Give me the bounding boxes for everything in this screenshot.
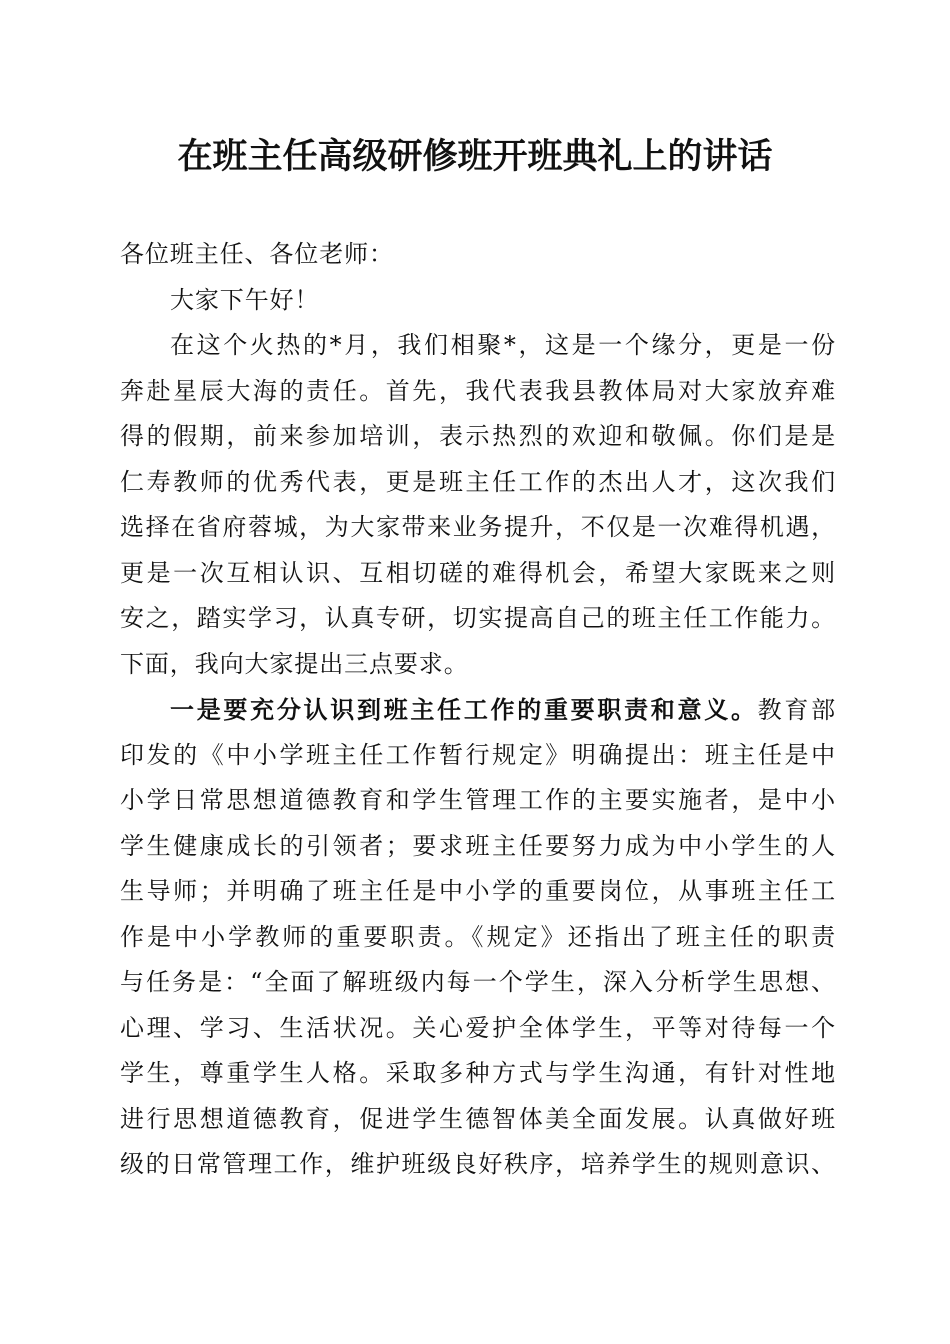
paragraph-line: 学生，尊重学生人格。采取多种方式与学生沟通，有针对性地 [120, 1059, 836, 1087]
paragraph-2 [120, 687, 836, 1188]
paragraph-line: 进行思想道德教育，促进学生德智体美全面发展。认真做好班 [120, 1104, 836, 1133]
paragraph-line: 心理、学习、生活状况。关心爱护全体学生，平等对待每一个 [120, 1013, 836, 1042]
paragraph-line [120, 687, 836, 733]
paragraph-line: 级的日常管理工作，维护班级良好秩序，培养学生的规则意识、 [120, 1150, 836, 1178]
greeting: 大家下午好！ [170, 285, 320, 314]
paragraph-line: 更是一次互相认识、互相切磋的难得机会，希望大家既来之则 [120, 558, 836, 587]
paragraph-line: 奔赴星辰大海的责任。首先，我代表我县教体局对大家放弃难 [120, 376, 836, 405]
document-body [120, 232, 836, 1188]
paragraph-line: 得的假期，前来参加培训，表示热烈的欢迎和敬佩。你们是是 [120, 422, 836, 450]
paragraph-line: 印发的《中小学班主任工作暂行规定》明确提出：班主任是中 [120, 740, 836, 769]
paragraph-line: 选择在省府蓉城，为大家带来业务提升，不仅是一次难得机遇， [120, 513, 836, 541]
paragraph-line: 与任务是：“全面了解班级内每一个学生，深入分析学生思想、 [120, 968, 836, 996]
paragraph-heading-rest: 教育部 [757, 696, 836, 724]
paragraph-heading: 一是要充分认识到班主任工作的重要职责和意义。 [170, 695, 758, 724]
paragraph-line: 安之，踏实学习，认真专研，切实提高自己的班主任工作能力。 [120, 604, 836, 632]
paragraph-1 [120, 323, 836, 687]
salutation: 各位班主任、各位老师： [120, 240, 394, 268]
document-title: 在班主任高级研修班开班典礼上的讲话 [177, 136, 773, 177]
paragraph-line: 在这个火热的*月，我们相聚*，这是一个缘分，更是一份 [170, 331, 836, 359]
paragraph-line: 下面，我向大家提出三点要求。 [120, 649, 469, 678]
paragraph-line: 仁寿教师的优秀代表，更是班主任工作的杰出人才，这次我们 [120, 467, 836, 496]
paragraph-line: 生导师；并明确了班主任是中小学的重要岗位，从事班主任工 [120, 877, 836, 905]
paragraph-line: 小学日常思想道德教育和学生管理工作的主要实施者，是中小 [120, 786, 836, 814]
paragraph-line: 作是中小学教师的重要职责。《规定》还指出了班主任的职责 [120, 922, 836, 951]
paragraph-line: 学生健康成长的引领者；要求班主任要努力成为中小学生的人 [120, 831, 836, 860]
